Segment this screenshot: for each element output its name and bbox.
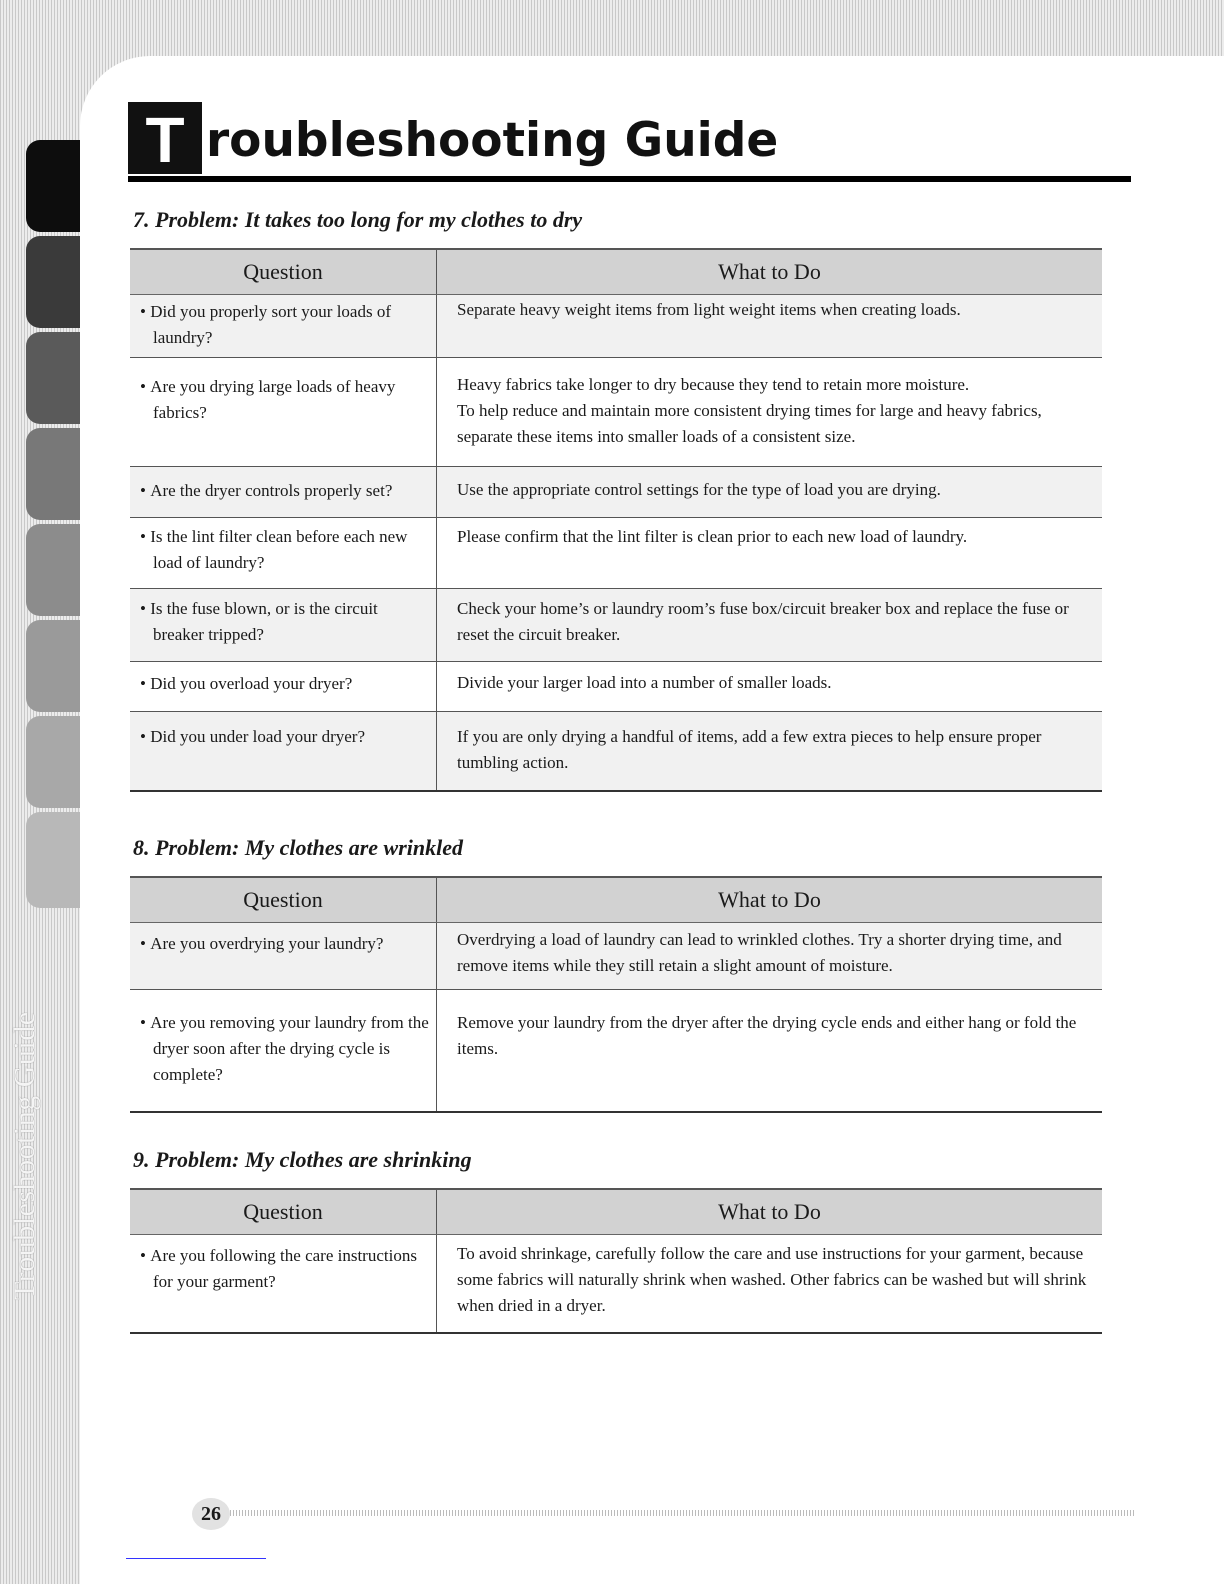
section-tab	[26, 428, 80, 520]
section-tab	[26, 812, 80, 908]
title-text: roubleshooting Guide	[206, 113, 779, 168]
title-initial-box: T	[128, 102, 202, 174]
table-row	[130, 467, 1102, 518]
table-row	[130, 518, 1102, 589]
what-to-do-header: What to Do	[437, 877, 1103, 923]
problem-heading: 7. Problem: It takes too long for my clothes to dry	[133, 207, 583, 232]
sidebar-section-label	[8, 1260, 42, 1300]
question-header: Question	[130, 877, 437, 923]
question-text: • Are you removing your laundry from the dryer soon after the drying cycle is complete?	[140, 1010, 432, 1088]
question-text: • Are the dryer controls properly set?	[140, 478, 432, 504]
question-text: • Did you overload your dryer?	[140, 671, 432, 697]
section-tab	[26, 236, 80, 328]
troubleshooting-table	[130, 876, 1102, 1113]
answer-text: To avoid shrinkage, carefully follow the care and use instructions for your garment, because some fabrics will naturally shrink when washed. Other fabrics can be washed but will shrink when dried in a dryer.	[457, 1244, 1087, 1315]
section-tab	[26, 620, 80, 712]
answer-text: Separate heavy weight items from light weight items when creating loads.	[457, 300, 961, 319]
question-text: • Did you properly sort your loads of laundry?	[140, 299, 432, 351]
answer-text: To help reduce and maintain more consistent drying times for large and heavy fabrics, separate these items into smaller loads of a consistent size.	[457, 401, 1042, 446]
section-tab	[26, 524, 80, 616]
section-tab	[26, 332, 80, 424]
question-text: • Are you drying large loads of heavy fabrics?	[140, 374, 432, 426]
problem-heading: 8. Problem: My clothes are wrinkled	[133, 835, 463, 860]
table-row	[130, 923, 1102, 990]
problem-heading: 9. Problem: My clothes are shrinking	[133, 1147, 472, 1172]
answer-text: Overdrying a load of laundry can lead to wrinkled clothes. Try a shorter drying time, and remove items while they still retain a slight amount of moisture.	[457, 930, 1062, 975]
what-to-do-header: What to Do	[437, 1189, 1103, 1235]
table-row	[130, 1235, 1102, 1333]
table-row	[130, 712, 1102, 791]
section-tab	[26, 716, 80, 808]
link-underline	[126, 1558, 266, 1559]
answer-text: Remove your laundry from the dryer after the drying cycle ends and either hang or fold the items.	[457, 1013, 1077, 1058]
question-text: • Is the fuse blown, or is the circuit breaker tripped?	[140, 596, 432, 648]
table-row	[130, 295, 1102, 358]
question-header: Question	[130, 249, 437, 295]
troubleshooting-table	[130, 248, 1102, 792]
answer-text: Check your home’s or laundry room’s fuse box/circuit breaker box and replace the fuse or reset the circuit breaker.	[457, 599, 1069, 644]
what-to-do-header: What to Do	[437, 249, 1103, 295]
question-header: Question	[130, 1189, 437, 1235]
page-number: 26	[192, 1498, 230, 1530]
answer-text: Use the appropriate control settings for the type of load you are drying.	[457, 480, 941, 499]
table-row	[130, 589, 1102, 662]
table-row	[130, 358, 1102, 467]
question-text: • Did you under load your dryer?	[140, 724, 432, 750]
troubleshooting-table	[130, 1188, 1102, 1334]
answer-text: If you are only drying a handful of items, add a few extra pieces to help ensure proper tumbling action.	[457, 727, 1042, 772]
page-title	[128, 102, 1131, 182]
footer-rule	[230, 1510, 1134, 1516]
section-tab	[26, 140, 80, 232]
answer-text: Divide your larger load into a number of smaller loads.	[457, 673, 832, 692]
table-row	[130, 990, 1102, 1112]
question-text: • Is the lint filter clean before each new load of laundry?	[140, 524, 432, 576]
answer-text: Heavy fabrics take longer to dry because they tend to retain more moisture.	[457, 375, 970, 394]
answer-text: Please confirm that the lint filter is clean prior to each new load of laundry.	[457, 527, 968, 546]
question-text: • Are you following the care instructions for your garment?	[140, 1243, 432, 1295]
table-row	[130, 662, 1102, 712]
question-text: • Are you overdrying your laundry?	[140, 931, 432, 957]
